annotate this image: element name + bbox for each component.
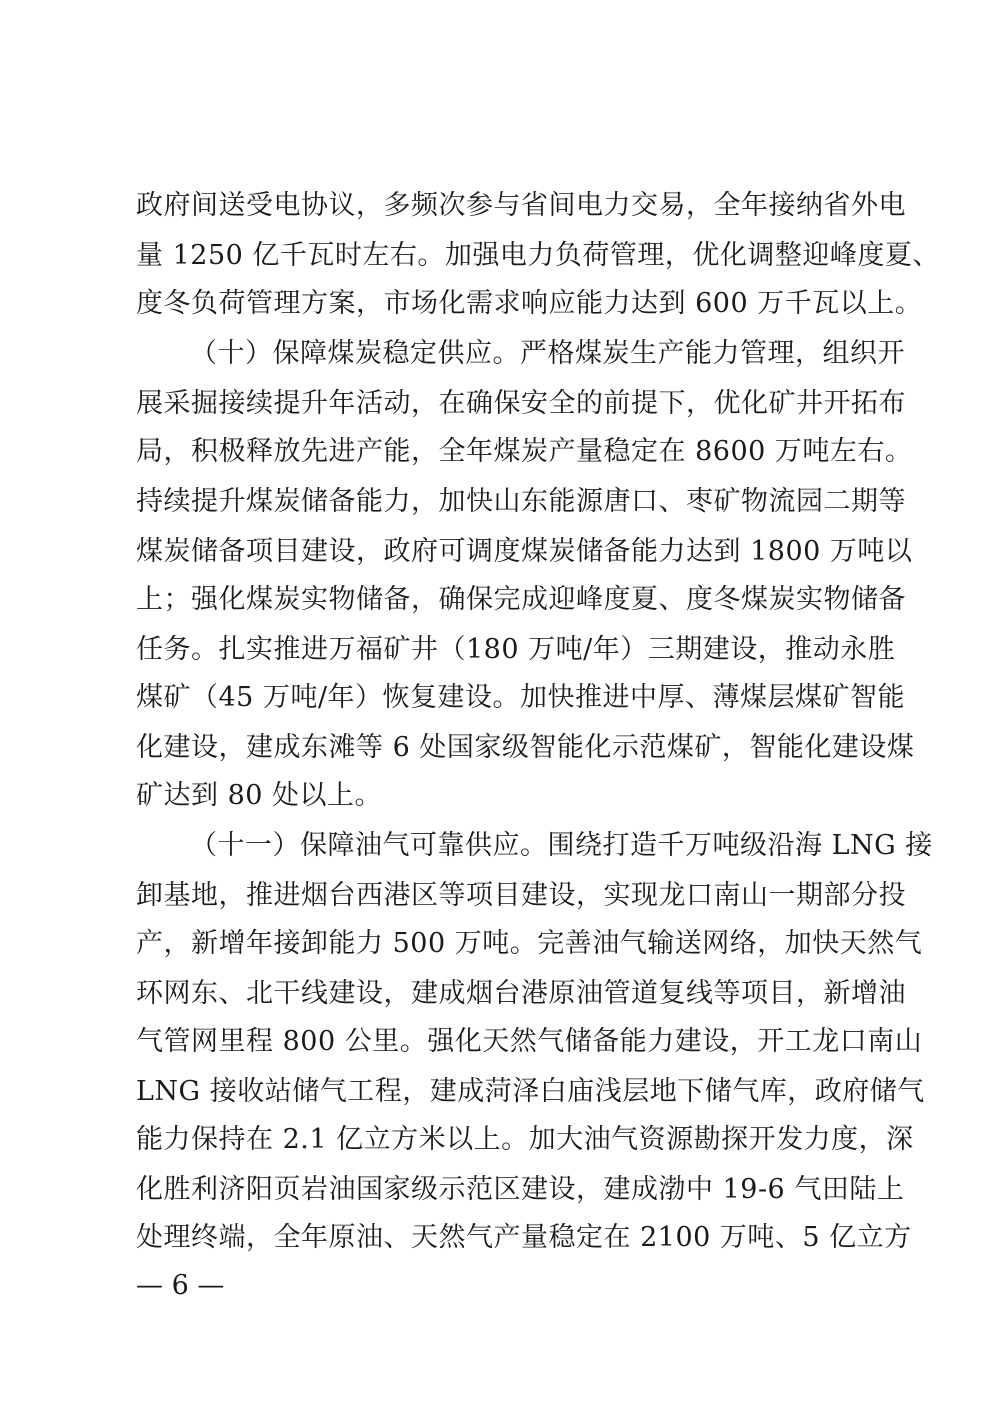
section-heading-line: （十一）保障油气可靠供应。围绕打造千万吨级沿海 LNG 接 — [190, 830, 933, 861]
page-number: — 6 — — [136, 1270, 225, 1301]
text-line: 卸基地，推进烟台西港区等项目建设，实现龙口南山一期部分投 — [136, 880, 906, 911]
text-line: 化建设，建成东滩等 6 处国家级智能化示范煤矿，智能化建设煤 — [136, 732, 915, 763]
text-line: 量 1250 亿千瓦时左右。加强电力负荷管理，优化调整迎峰度夏、 — [136, 240, 940, 271]
text-line: 处理终端，全年原油、天然气产量稳定在 2100 万吨、5 亿立方 — [136, 1222, 912, 1253]
text-line: 展采掘接续提升年活动，在确保安全的前提下，优化矿井开拓布 — [136, 388, 906, 419]
text-line: LNG 接收站储气工程，建成菏泽白庙浅层地下储气库，政府储气 — [136, 1076, 925, 1107]
text-line: 气管网里程 800 公里。强化天然气储备能力建设，开工龙口南山 — [136, 1026, 923, 1057]
text-line: 能力保持在 2.1 亿立方米以上。加大油气资源勘探开发力度，深 — [136, 1124, 914, 1155]
text-line: 产，新增年接卸能力 500 万吨。完善油气输送网络，加快天然气 — [136, 928, 923, 959]
section-heading-line: （十）保障煤炭稳定供应。严格煤炭生产能力管理，组织开 — [190, 338, 905, 369]
text-line: 局，积极释放先进产能，全年煤炭产量稳定在 8600 万吨左右。 — [136, 436, 913, 467]
text-line: 任务。扎实推进万福矿井（180 万吨/年）三期建设，推动永胜 — [136, 634, 896, 665]
text-line: 煤炭储备项目建设，政府可调度煤炭储备能力达到 1800 万吨以 — [136, 536, 913, 567]
text-line: 环网东、北干线建设，建成烟台港原油管道复线等项目，新增油 — [136, 978, 906, 1009]
text-line: 政府间送受电协议，多频次参与省间电力交易，全年接纳省外电 — [136, 190, 906, 221]
text-line: 持续提升煤炭储备能力，加快山东能源唐口、枣矿物流园二期等 — [136, 486, 906, 517]
text-line: 矿达到 80 处以上。 — [136, 780, 383, 811]
text-line: 度冬负荷管理方案，市场化需求响应能力达到 600 万千瓦以上。 — [136, 288, 923, 319]
text-line: 煤矿（45 万吨/年）恢复建设。加快推进中厚、薄煤层煤矿智能 — [136, 682, 906, 713]
text-line: 上；强化煤炭实物储备，确保完成迎峰度夏、度冬煤炭实物储备 — [136, 584, 906, 615]
text-line: 化胜利济阳页岩油国家级示范区建设，建成渤中 19-6 气田陆上 — [136, 1174, 905, 1205]
